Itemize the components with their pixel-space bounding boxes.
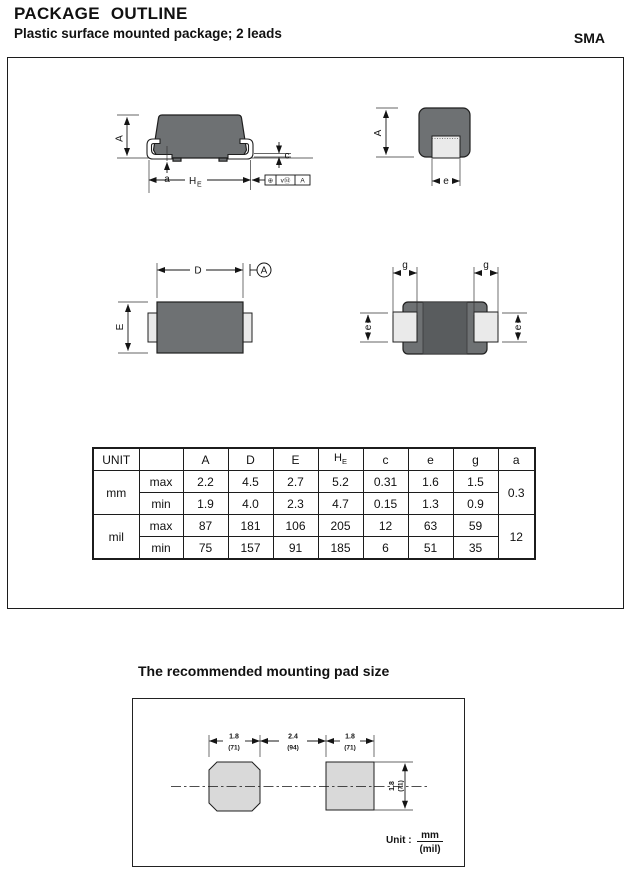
unit-denominator: (mil) xyxy=(419,844,441,855)
table-row-mil-max xyxy=(93,515,535,537)
he-sub: E xyxy=(341,457,347,467)
table-cell: 1.5 xyxy=(453,471,498,493)
table-row-mm-max xyxy=(93,471,535,493)
dim-label-HE: H xyxy=(189,176,197,187)
unit-mm: mm xyxy=(93,471,139,515)
unit-numerator: mm xyxy=(421,830,439,841)
dim-label-A: A xyxy=(373,129,384,137)
table-cell: 157 xyxy=(228,537,273,560)
row-kind: max xyxy=(139,471,183,493)
table-cell: 185 xyxy=(318,537,363,560)
table-row-mil-min xyxy=(93,537,535,560)
dim-label-a: a xyxy=(164,174,170,185)
table-header-HE xyxy=(318,448,363,471)
mounting-pad-title: The recommended mounting pad size xyxy=(138,663,390,679)
table-cell: 1.3 xyxy=(408,493,453,515)
table-cell: 106 xyxy=(273,515,318,537)
table-header-e: e xyxy=(408,448,453,471)
row-kind: min xyxy=(139,493,183,515)
pad-dim-left-mil: (71) xyxy=(228,744,240,752)
table-header-unit: UNIT xyxy=(93,448,139,471)
tolerance-value: vⓂ xyxy=(280,177,291,185)
he-main: H xyxy=(334,452,342,465)
side-view-drawing xyxy=(115,105,315,200)
dimension-table xyxy=(92,447,536,560)
pad-dim-height-mm: 1.8 xyxy=(389,781,396,791)
dim-label-e-right: e xyxy=(513,324,524,331)
table-row-mm-min xyxy=(93,493,535,515)
table-cell: 35 xyxy=(453,537,498,560)
bottom-view-drawing xyxy=(350,245,540,380)
table-cell: 4.0 xyxy=(228,493,273,515)
table-cell: 5.2 xyxy=(318,471,363,493)
table-cell: 51 xyxy=(408,537,453,560)
tolerance-datum: A xyxy=(300,177,305,185)
table-cell: 63 xyxy=(408,515,453,537)
table-cell: 0.9 xyxy=(453,493,498,515)
lead-pad-right xyxy=(474,312,498,342)
table-header-blank xyxy=(139,448,183,471)
table-cell: 4.5 xyxy=(228,471,273,493)
table-header-A: A xyxy=(183,448,228,471)
table-header-D: D xyxy=(228,448,273,471)
dim-label-g-left: g xyxy=(402,260,408,271)
table-cell: 2.2 xyxy=(183,471,228,493)
table-header-g: g xyxy=(453,448,498,471)
table-cell: 6 xyxy=(363,537,408,560)
row-kind: max xyxy=(139,515,183,537)
table-cell: 0.15 xyxy=(363,493,408,515)
table-cell-a-mm: 0.3 xyxy=(498,471,535,515)
pad-dim-gap-mm: 2.4 xyxy=(288,733,298,741)
table-cell: 4.7 xyxy=(318,493,363,515)
position-tolerance-icon: ⊕ xyxy=(267,177,274,185)
table-cell: 12 xyxy=(363,515,408,537)
pad-right xyxy=(326,762,374,810)
table-cell: 181 xyxy=(228,515,273,537)
terminal-tab-left xyxy=(148,313,157,342)
dim-label-HE-sub: E xyxy=(197,181,202,189)
dim-label-g-right: g xyxy=(483,260,489,271)
unit-label: Unit : xyxy=(386,835,412,846)
page-title: PACKAGE OUTLINE xyxy=(14,4,188,23)
table-header-E: E xyxy=(273,448,318,471)
table-cell: 2.7 xyxy=(273,471,318,493)
table-cell: 1.6 xyxy=(408,471,453,493)
table-cell: 87 xyxy=(183,515,228,537)
table-header-a: a xyxy=(498,448,535,471)
pad-dim-right-mil: (71) xyxy=(344,744,356,752)
table-cell: 75 xyxy=(183,537,228,560)
table-header-row xyxy=(93,448,535,471)
pad-dim-gap-mil: (94) xyxy=(287,744,299,752)
terminal-tab-right xyxy=(243,313,252,342)
body-standoff-tab xyxy=(173,158,181,161)
package-body-side xyxy=(154,115,247,158)
table-header-c: c xyxy=(363,448,408,471)
mounting-pad-frame xyxy=(132,698,465,867)
pad-dim-right-mm: 1.8 xyxy=(345,733,355,741)
dim-label-e-left: e xyxy=(363,324,374,331)
dim-label-e: e xyxy=(443,176,449,187)
page-subtitle: Plastic surface mounted package; 2 leads xyxy=(14,26,282,41)
table-cell: 91 xyxy=(273,537,318,560)
table-cell: 59 xyxy=(453,515,498,537)
dim-label-E: E xyxy=(115,323,126,331)
pad-dim-left-mm: 1.8 xyxy=(229,733,239,741)
lead-face xyxy=(432,136,460,158)
body-standoff-tab xyxy=(219,158,227,161)
dim-label-c: c xyxy=(284,150,290,162)
table-cell: 1.9 xyxy=(183,493,228,515)
body-center-region xyxy=(423,302,467,354)
unit-mil: mil xyxy=(93,515,139,560)
dim-label-A: A xyxy=(114,135,126,142)
mounting-pad-drawing xyxy=(133,699,464,863)
package-body-top xyxy=(157,302,243,353)
top-view-drawing xyxy=(110,245,290,380)
table-cell: 0.31 xyxy=(363,471,408,493)
row-kind: min xyxy=(139,537,183,560)
table-cell: 2.3 xyxy=(273,493,318,515)
pad-dim-height-mil: (71) xyxy=(397,780,405,792)
table-cell: 205 xyxy=(318,515,363,537)
dim-label-D: D xyxy=(194,265,202,277)
end-view-drawing xyxy=(370,100,490,200)
table-cell-a-mil: 12 xyxy=(498,515,535,560)
datum-label: A xyxy=(260,265,268,277)
package-code: SMA xyxy=(573,30,605,46)
lead-pad-left xyxy=(393,312,417,342)
